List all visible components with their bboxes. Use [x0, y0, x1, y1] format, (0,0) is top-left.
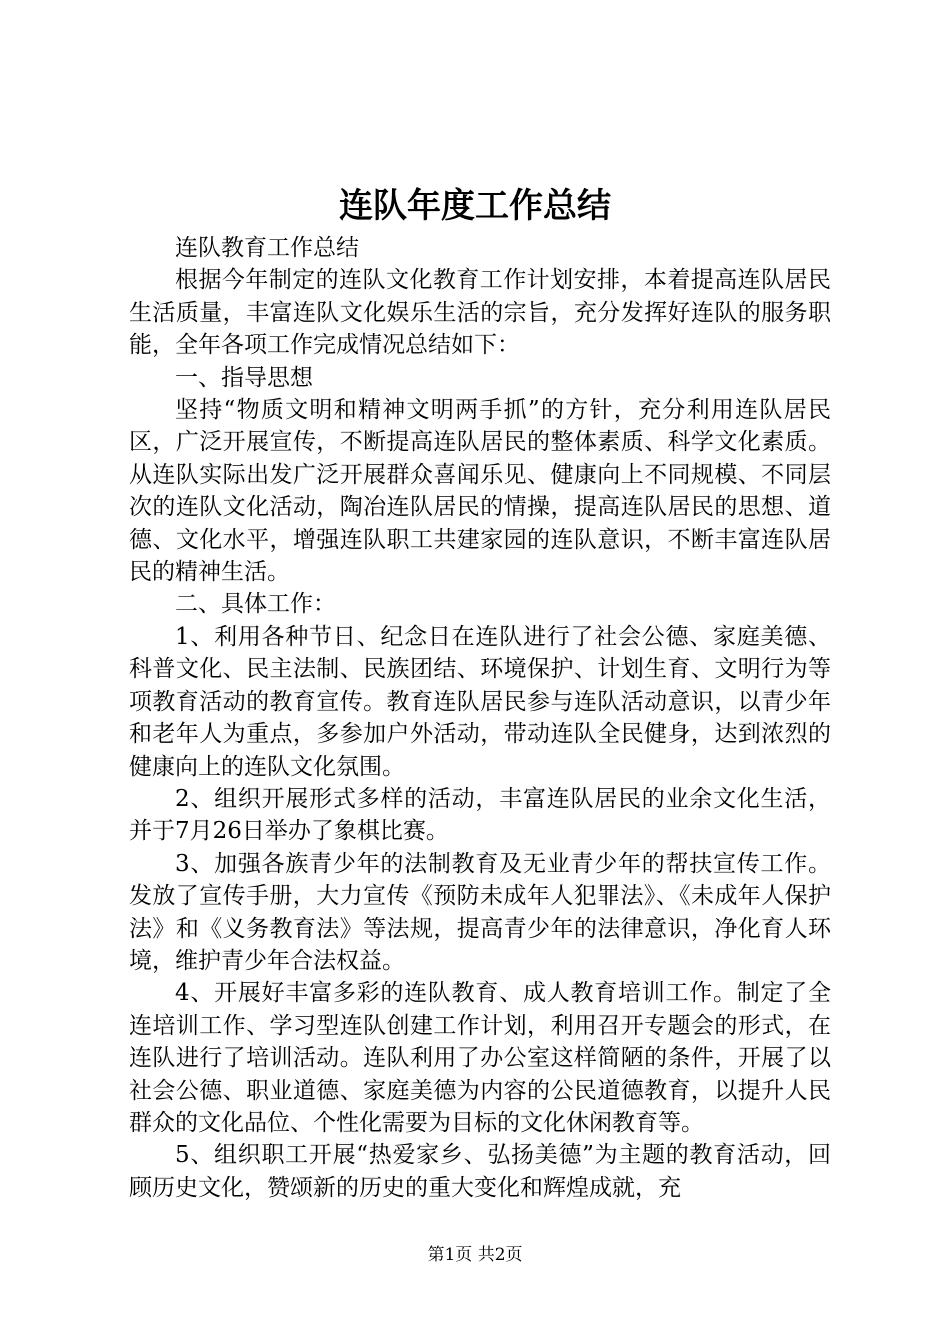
work-item-paragraph: 2、组织开展形式多样的活动，丰富连队居民的业余文化生活，并于7月26日举办了象棋比赛。 [129, 785, 831, 845]
document-body [129, 232, 831, 1204]
guiding-thought-paragraph: 坚持“物质文明和精神文明两手抓”的方针，充分利用连队居民区，广泛开展宣传，不断提高连队居民的整体素质、科学文化素质。从连队实际出发广泛开展群众喜闻乐见、健康向上不同规模、不同层次的连队文化活动，陶冶连队居民的情操，提高连队居民的思想、道德、文化水平，增强连队职工共建家园的连队意识，不断丰富连队居民的精神生活。 [129, 397, 831, 586]
section-heading: 连队教育工作总结 [175, 235, 359, 261]
work-item-paragraph: 1、利用各种节日、纪念日在连队进行了社会公德、家庭美德、科普文化、民主法制、民族团结、环境保护、计划生育、文明行为等项教育活动的教育宣传。教育连队居民参与连队活动意识，以青少年和老年人为重点，多参加户外活动，带动连队全民健身，达到浓烈的健康向上的连队文化氛围。 [129, 623, 831, 780]
work-item-paragraph: 4、开展好丰富多彩的连队教育、成人教育培训工作。制定了全连培训工作、学习型连队创建工作计划，利用召开专题会的形式，在连队进行了培训活动。连队利用了办公室这样简陋的条件，开展了以社会公德、职业道德、家庭美德为内容的公民道德教育，以提升人民群众的文化品位、个性化需要为目标的文化休闲教育等。 [129, 980, 831, 1136]
page-number-footer: 第1页 共2页 [427, 1245, 523, 1265]
work-item-paragraph: 5、组织职工开展“热爱家乡、弘扬美德”为主题的教育活动，回顾历史文化，赞颂新的历史的重大变化和辉煌成就，充 [129, 1142, 831, 1201]
section-heading: 一、指导思想 [175, 364, 313, 391]
work-item-paragraph: 3、加强各族青少年的法制教育及无业青少年的帮扶宣传工作。发放了宣传手册，大力宣传《预防未成年人犯罪法》、《未成年人保护法》和《义务教育法》等法规，提高青少年的法律意识，净化育人环境，维护青少年合法权益。 [129, 850, 831, 974]
section-heading: 二、具体工作： [175, 591, 336, 618]
intro-paragraph: 根据今年制定的连队文化教育工作计划安排，本着提高连队居民生活质量，丰富连队文化娱乐生活的宗旨，充分发挥好连队的服务职能，全年各项工作完成情况总结如下： [129, 267, 831, 359]
document-title: 连队年度工作总结 [339, 186, 611, 226]
